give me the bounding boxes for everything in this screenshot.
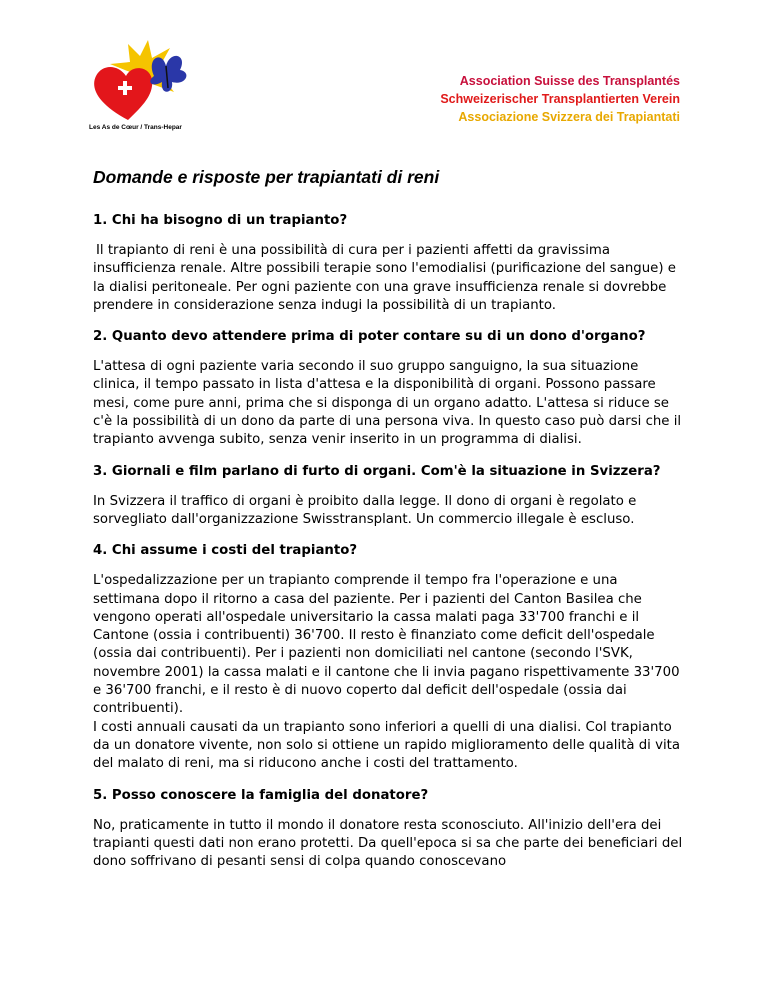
document-body [93, 166, 683, 884]
association-logo [88, 36, 198, 132]
logo-caption: Les As de Cœur / Trans-Hepar [89, 124, 182, 131]
answer-2: L'attesa di ogni paziente varia secondo il suo gruppo sanguigno, la sua situazione clinica, il tempo passato in lista d'attesa e la disponibilità di organi. Possono passare mesi, come pure anni, prima che si disponga di un organo adatto. L'attesa si riduce se c'è la possibilità di un dono da parte di una persona viva. In questo caso può darsi che il trapianto avvenga subito, senza venir inserito in un programma di dialisi. [93, 359, 682, 448]
association-name-de: Schweizerischer Transplantierten Verein [440, 92, 680, 106]
question-3: 3. Giornali e film parlano di furto di organi. Com'è la situazione in Svizzera? [93, 463, 661, 479]
answer-3: In Svizzera il traffico di organi è proibito dalla legge. Il dono di organi è regolato e sorvegliato dall'organizzazione Swisstransplant. Un commercio illegale è escluso. [93, 493, 637, 527]
question-1: 1. Chi ha bisogno di un trapianto? [93, 213, 348, 228]
question-5: 5. Posso conoscere la famiglia del donatore? [93, 787, 429, 803]
question-4: 4. Chi assume i costi del trapianto? [93, 543, 358, 559]
answer-1: Il trapianto di reni è una possibilità di cura per i pazienti affetti da gravissima insufficienza renale. Altre possibili terapie sono l'emodialisi (purificazione del sangue) e la dialisi peritoneale. Per ogni paziente con una grave insufficienza renale si dovrebbe prendere in considerazione senza indugi la possibilità di un trapianto. [93, 243, 676, 313]
association-name-fr: Association Suisse des Transplantés [459, 74, 680, 88]
answer-4-part-1: L'ospedalizzazione per un trapianto comprende il tempo fra l'operazione e una settimana dopo il ritorno a casa del paziente. Per i pazienti del Canton Basilea che vengono operati all'ospedale universitario la cassa malati paga 33'700 franchi e il Cantone (ossia i contribuenti) 36'700. Il resto è finanziato come deficit dell'ospedale (ossia dai contribuenti). Per i pazienti non domiciliati nel cantone (secondo l'SVK, novembre 2001) la cassa malati e il cantone che li invia pagano rispettivamente 33'700 e 36'700 franchi, e il resto è di nuovo coperto dal deficit dell'ospedale (ossia dai contribuenti). [93, 573, 680, 717]
association-name-it: Associazione Svizzera dei Trapiantati [458, 110, 680, 124]
answer-5: No, praticamente in tutto il mondo il donatore resta sconosciuto. All'inizio dell'era dei trapianti questi dati non erano protetti. Da quell'epoca si sa che parte dei beneficiari del dono soffrivano di pesanti sensi di colpa quando conoscevano [93, 817, 683, 870]
question-2: 2. Quanto devo attendere prima di poter contare su di un dono d'organo? [93, 329, 646, 345]
association-names [440, 72, 680, 126]
document-title: Domande e risposte per trapiantati di reni [93, 167, 440, 187]
answer-4-part-2: I costi annuali causati da un trapianto sono inferiori a quelli di una dialisi. Col trapianto da un donatore vivente, non solo si ottiene un rapido miglioramento delle qualità di vita del malato di reni, ma si riducono anche i costi del trattamento. [93, 719, 681, 772]
